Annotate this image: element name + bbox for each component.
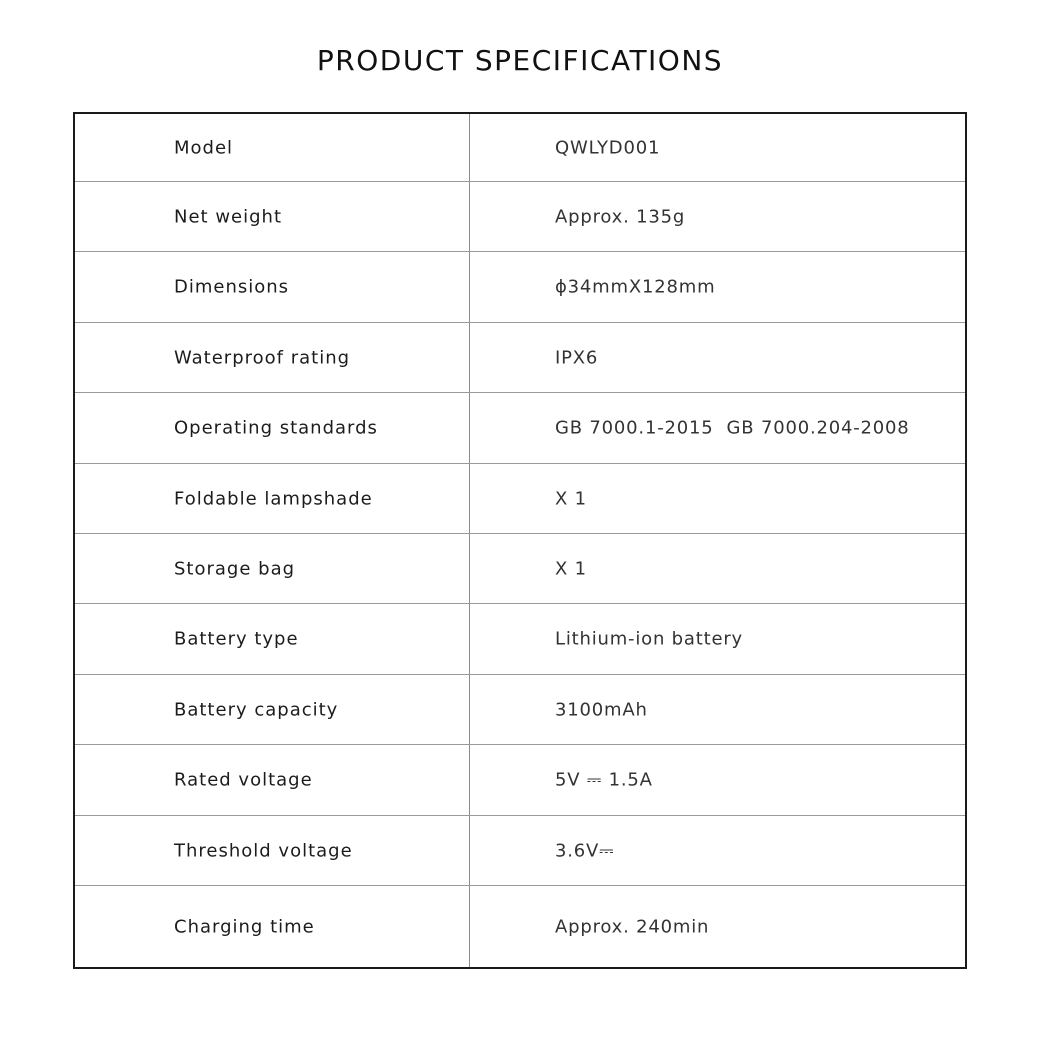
spec-label: Storage bag	[174, 558, 296, 579]
spec-value: 3.6V⎓	[555, 840, 615, 861]
spec-row-foldable-lampshade	[75, 464, 965, 534]
spec-value: Lithium-ion battery	[555, 628, 743, 650]
spec-value: ϕ34mmX128mm	[555, 276, 716, 298]
spec-label: Model	[174, 137, 234, 158]
spec-row-net-weight	[75, 182, 965, 252]
spec-label: Rated voltage	[174, 769, 313, 791]
spec-row-battery-type	[75, 604, 965, 675]
spec-row-charging-time	[75, 886, 965, 967]
spec-value: 3100mAh	[555, 699, 648, 720]
spec-row-battery-capacity	[75, 675, 965, 745]
spec-label: Battery type	[174, 628, 299, 650]
spec-value: Approx. 135g	[555, 206, 686, 227]
spec-label: Charging time	[174, 916, 315, 937]
spec-value: QWLYD001	[555, 137, 661, 158]
spec-value: GB 7000.1-2015 GB 7000.204-2008	[555, 417, 910, 439]
page-title: PRODUCT SPECIFICATIONS	[316, 44, 724, 77]
spec-label: Net weight	[174, 206, 283, 227]
spec-label: Threshold voltage	[174, 840, 353, 861]
spec-label: Waterproof rating	[174, 347, 351, 368]
spec-row-storage-bag	[75, 534, 965, 604]
spec-row-dimensions	[75, 252, 965, 323]
spec-row-model	[75, 114, 965, 182]
spec-label: Dimensions	[174, 276, 290, 298]
spec-row-rated-voltage	[75, 745, 965, 816]
spec-value: Approx. 240min	[555, 916, 710, 937]
spec-label: Foldable lampshade	[174, 488, 373, 509]
spec-label: Operating standards	[174, 417, 378, 439]
spec-row-threshold-voltage	[75, 816, 965, 886]
spec-row-operating-standards	[75, 393, 965, 464]
spec-value: 5V ⎓ 1.5A	[555, 769, 653, 791]
spec-value: X 1	[555, 488, 587, 509]
spec-value: IPX6	[555, 347, 599, 368]
spec-row-waterproof-rating	[75, 323, 965, 393]
spec-value: X 1	[555, 558, 587, 579]
spec-label: Battery capacity	[174, 699, 339, 720]
spec-table	[73, 112, 967, 969]
